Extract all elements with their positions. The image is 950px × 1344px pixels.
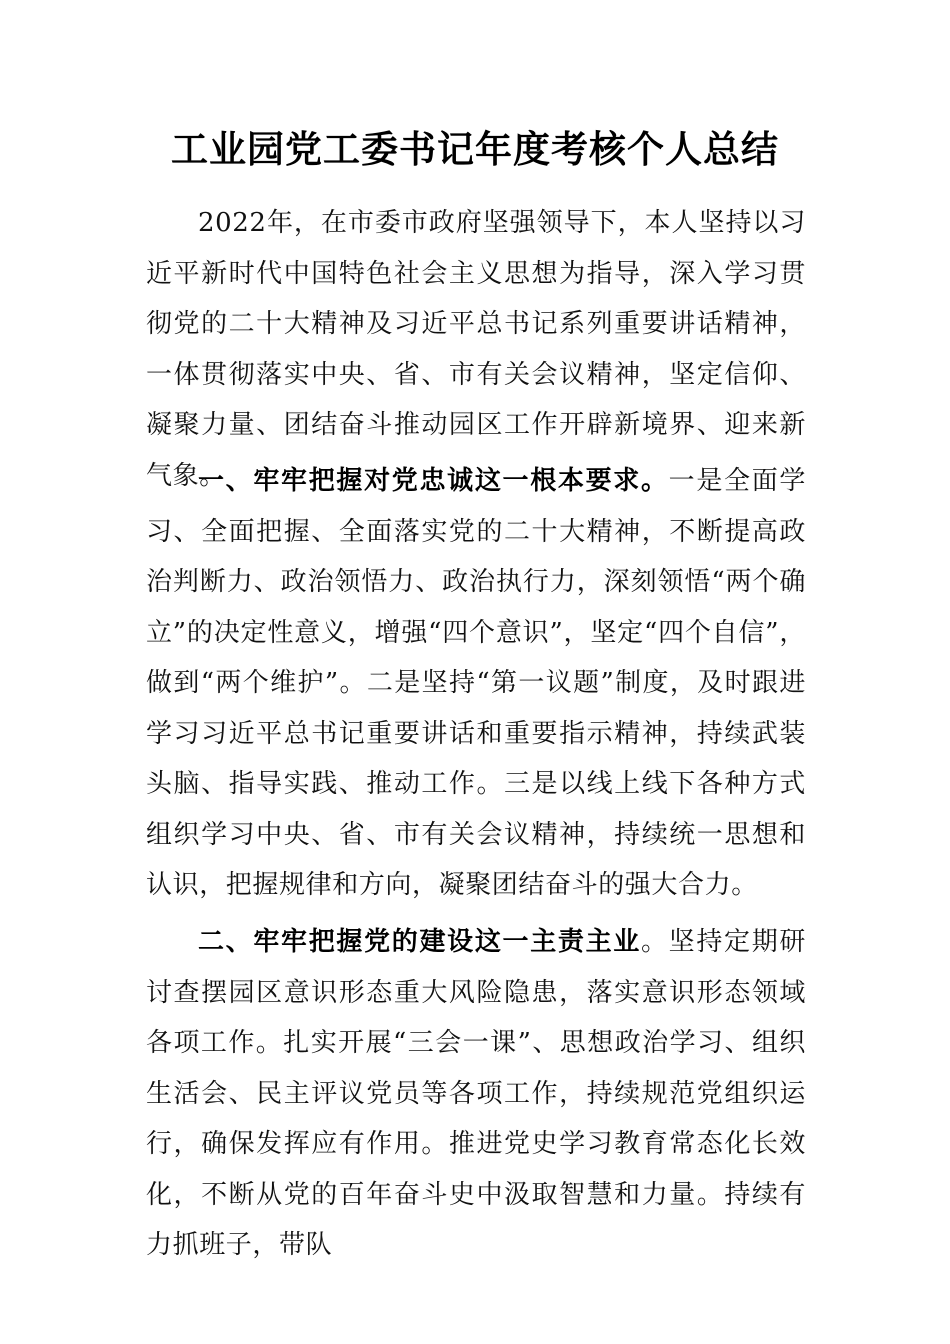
section-1-heading: 一、牢牢把握对党忠诚这一根本要求。 xyxy=(198,466,669,496)
section-2-paragraph xyxy=(146,917,806,1271)
section-1-paragraph xyxy=(146,456,806,911)
section-1-body: 一是全面学习、全面把握、全面落实党的二十大精神，不断提高政治判断力、政治领悟力、政治执行力，深刻领悟“两个确立”的决定性意义，增强“四个意识”，坚定“四个自信”，做到“两个维护”。二是坚持“第一议题”制度，及时跟进学习习近平总书记重要讲话和重要指示精神，持续武装头脑、指导实践、推动工作。三是以线上线下各种方式组织学习中央、省、市有关会议精神，持续统一思想和认识，把握规律和方向，凝聚团结奋斗的强大合力。 xyxy=(146,466,806,900)
document-title: 工业园党工委书记年度考核个人总结 xyxy=(171,128,779,171)
section-2-heading: 二、牢牢把握党的建设这一主责主业 xyxy=(198,927,641,957)
section-2-body: 。坚持定期研讨查摆园区意识形态重大风险隐患，落实意识形态领域各项工作。扎实开展“三会一课”、思想政治学习、组织生活会、民主评议党员等各项工作，持续规范党组织运行，确保发挥应有作用。推进党史学习教育常态化长效化，不断从党的百年奋斗史中汲取智慧和力量。持续有力抓班子，带队 xyxy=(146,927,806,1260)
intro-paragraph: 2022年，在市委市政府坚强领导下，本人坚持以习近平新时代中国特色社会主义思想为指导，深入学习贯彻党的二十大精神及习近平总书记系列重要讲话精神，一体贯彻落实中央、省、市有关会议精神，坚定信仰、凝聚力量、团结奋斗推动园区工作开辟新境界、迎来新气象。 xyxy=(146,208,806,491)
